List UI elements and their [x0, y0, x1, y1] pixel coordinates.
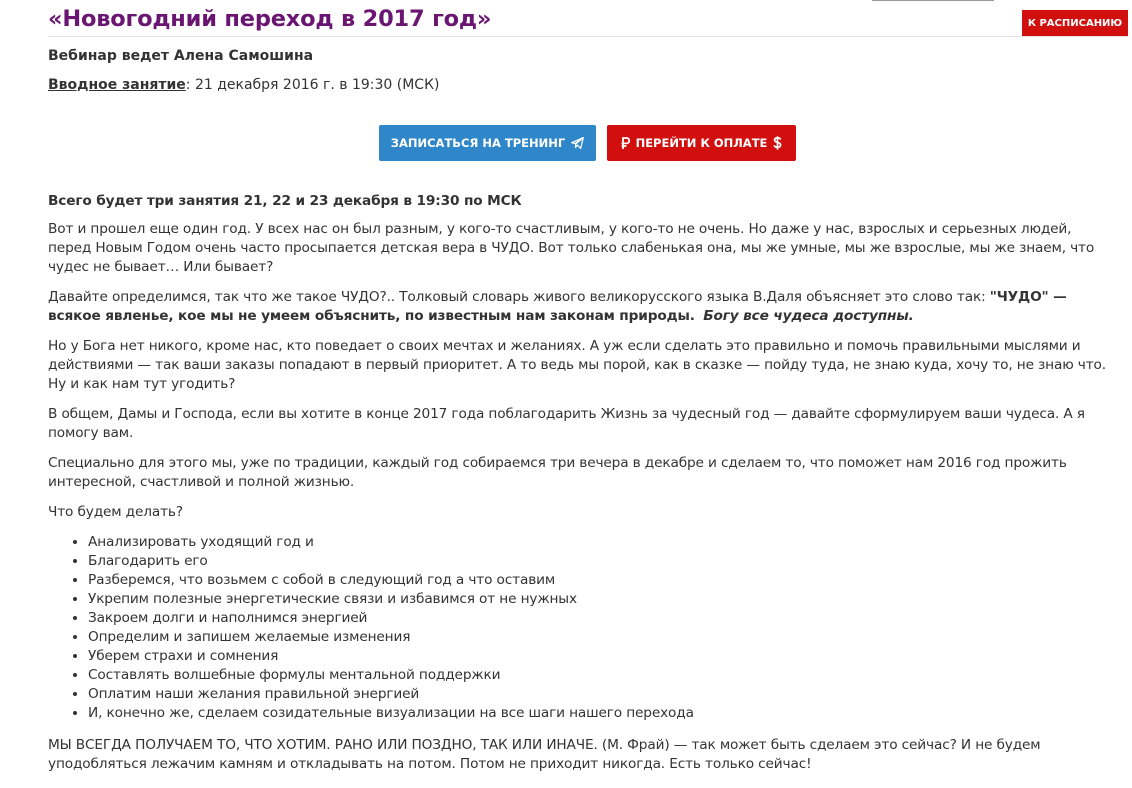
signup-button[interactable]: [379, 125, 596, 161]
list-item: • Составлять волшебные формулы ментальной поддержки: [88, 666, 1112, 685]
plan-list: [48, 533, 1112, 723]
list-item: • Укрепим полезные энергетические связи и избавимся от не нужных: [88, 590, 1112, 609]
paragraph-invitation: В общем, Дамы и Господа, если вы хотите в конце 2017 года поблагодарить Жизнь за чудесный год — давайте сформулируем ваши чудеса. А я помогу вам.: [48, 406, 1085, 441]
list-item: • Закроем долги и наполнимся энергией: [88, 609, 1112, 628]
paragraph-miracle-definition: [48, 288, 1112, 326]
list-item: • И, конечно же, сделаем созидательные визуализации на все шаги нашего перехода: [88, 704, 1112, 723]
paragraph-god: Но у Бога нет никого, кроме нас, кто поведает о своих мечтах и желаниях. А уж если сделать это правильно и помочь правильными мыслями и действиями — так ваши заказы попадают в первый приоритет. А то ведь мы порой, как в сказке — пойду туда, не знаю куда, хочу то, не знаю что. Ну и как нам тут угодить?: [48, 338, 1106, 392]
paragraph-tradition: Специально для этого мы, уже по традиции, каждый год собираемся три вечера в декабре и сделаем то, что поможет нам 2016 год прожить интересной, счастливой и полной жизнью.: [48, 455, 1067, 490]
paragraph-closing: МЫ ВСЕГДА ПОЛУЧАЕМ ТО, ЧТО ХОТИМ. РАНО ИЛИ ПОЗДНО, ТАК ИЛИ ИНАЧЕ. (М. Фрай) — так может быть сделаем это сейчас? И не будем уподобляться лежачим камням и откладывать на потом. Потом не приходит никогда. Есть только сейчас!: [48, 737, 1041, 772]
list-item: • Определим и запишем желаемые изменения: [88, 628, 1112, 647]
definition-italic: Богу все чудеса доступны.: [703, 308, 914, 324]
intro-session: [48, 77, 439, 93]
top-scroll-line: [872, 0, 994, 1]
page-title: «Новогодний переход в 2017 год»: [48, 6, 492, 32]
signup-button-label: ЗАПИСАТЬСЯ НА ТРЕНИНГ: [390, 136, 566, 150]
definition-text: Давайте определимся, так что же такое ЧУДО?.. Толковый словарь живого великорусского языка В.Даля объясняет это слово так:: [48, 289, 990, 305]
list-item: • Благодарить его: [88, 552, 1112, 571]
dollar-icon: [773, 136, 782, 150]
schedule-button[interactable]: К РАСПИСАНИЮ: [1022, 10, 1128, 36]
paragraph-intro: Вот и прошел еще один год. У всех нас он был разным, у кого-то счастливым, у кого-то не очень. Но даже у нас, взрослых и серьезных людей, перед Новым Годом очень часто просыпается детская вера в ЧУДО. Вот только слабенькая она, мы же умные, мы же взрослые, мы же знаем, что чудес не бывает… Или бывает?: [48, 221, 1095, 275]
definition-quote: "ЧУДО" — всякое явленье, кое мы не умеем объяснить, по известным нам законам природы.: [48, 289, 1067, 324]
intro-session-date: : 21 декабря 2016 г. в 19:30 (МСК): [185, 77, 440, 93]
webinar-host: Вебинар ведет Алена Самошина: [48, 48, 314, 64]
list-item: • Уберем страхи и сомнения: [88, 647, 1112, 666]
pay-button[interactable]: [607, 125, 796, 161]
list-item: • Анализировать уходящий год и: [88, 533, 1112, 552]
paper-plane-icon: [571, 137, 584, 149]
pay-button-label: ПЕРЕЙТИ К ОПЛАТЕ: [635, 136, 768, 150]
list-item: • Разберемся, что возьмем с собой в следующий год а что оставим: [88, 571, 1112, 590]
description: [48, 192, 1112, 785]
sessions-summary: Всего будет три занятия 21, 22 и 23 декабря в 19:30 по МСК: [48, 193, 522, 209]
intro-session-label[interactable]: Вводное занятие: [48, 77, 186, 93]
list-item: • Оплатим наши желания правильной энергией: [88, 685, 1112, 704]
ruble-icon: [621, 137, 630, 149]
plan-heading: Что будем делать?: [48, 504, 183, 520]
title-divider: [48, 36, 1128, 37]
